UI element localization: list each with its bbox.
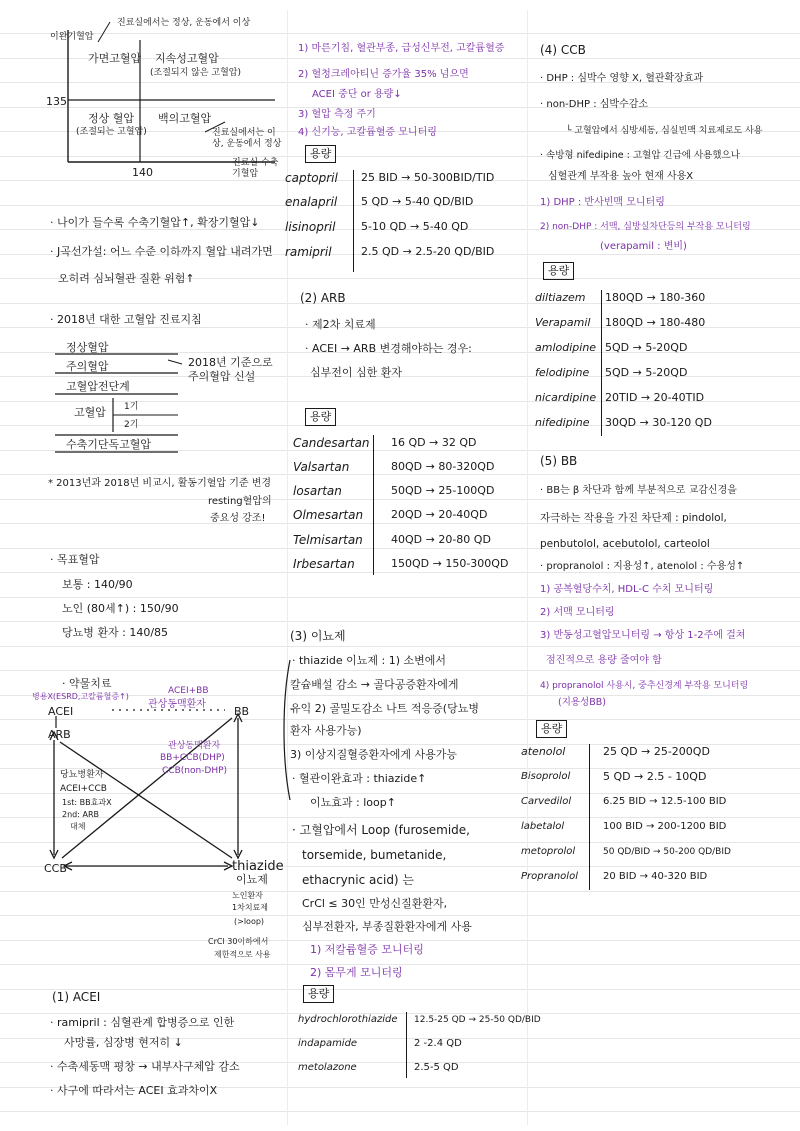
importance-note: 중요성 강조! (210, 513, 266, 524)
drug-dose: 80QD → 80-320QD (391, 460, 495, 473)
bb-monitor-2: 2) 서맥 모니터링 (540, 607, 615, 618)
guideline-change-note: * 2013년과 2018년 비교시, 활동기혈압 기준 변경 (48, 478, 272, 489)
y-axis-label: 이완기혈압 (50, 32, 94, 42)
ccb-node: CCB (44, 862, 67, 875)
bb-monitor-4: 점진적으로 용량 줄여야 함 (546, 655, 662, 666)
drug-name: losartan (293, 484, 342, 498)
bb-node: BB (234, 705, 250, 718)
bb-line-1: · BB는 β 차단과 함께 부분적으로 교감신경을 (540, 485, 737, 496)
bb-line-4: · propranolol : 지용성↑, atenolol : 수용성↑ (540, 561, 745, 572)
drug-dose: 50 QD/BID → 50-200 QD/BID (603, 847, 731, 857)
drug-name: captopril (285, 171, 338, 185)
acei-line-3: · 수축세동맥 평창 → 내부사구체압 감소 (50, 1060, 240, 1073)
arb-dose-header: 용량 (305, 408, 336, 426)
ccb-monitor-2: 2) non-DHP : 서맥, 심방실차단등의 부작용 모니터링 (540, 222, 751, 232)
diuretic-line-1: · thiazide 이뇨제 : 1) 소변에서 (292, 654, 447, 667)
class-prehypertension: 고혈압전단계 (66, 380, 130, 393)
drug-dose: 5QD → 5-20QD (605, 341, 688, 354)
acei-title: (1) ACEI (52, 990, 101, 1004)
acei-monitor-4: 4) 신기능, 고칼륨혈증 모니터링 (298, 127, 437, 138)
drug-name: Carvedilol (521, 796, 572, 807)
drug-name: atenolol (521, 745, 566, 758)
diuretic-monitor-1: 1) 저칼륨혈증 모니터링 (310, 943, 424, 956)
diuretic-label: 이뇨제 (236, 873, 268, 886)
target-bp-title: · 목표혈압 (50, 553, 100, 566)
target-elderly: 노인 (80세↑) : 150/90 (62, 602, 179, 615)
second-line-note: 2nd: ARB (62, 810, 99, 819)
resting-bp-note: resting혈압의 (208, 496, 272, 507)
drug-dose: 5QD → 5-20QD (605, 366, 688, 379)
bb-monitor-1: 1) 공복혈당수치, HDL-C 수치 모니터링 (540, 584, 714, 595)
diuretic-line-7: 이뇨효과 : loop↑ (310, 796, 396, 809)
target-diabetes: 당뇨병 환자 : 140/85 (62, 626, 169, 639)
diuretic-line-12: 심부전환자, 부종질환환자에게 사용 (302, 920, 472, 933)
bb-dose-header: 용량 (536, 720, 567, 738)
diuretic-line-8: · 고혈압에서 Loop (furosemide, (292, 823, 470, 837)
drug-name: indapamide (298, 1038, 358, 1049)
drug-name: lisinopril (285, 220, 336, 234)
first-line-agent: 1차치료제 (232, 903, 269, 912)
drug-dose: 12.5-25 QD → 25-50 QD/BID (414, 1015, 541, 1025)
substitute-note: 대체 (70, 822, 86, 831)
class-normal: 정상혈압 (66, 341, 109, 354)
class-hypertension: 고혈압 (74, 406, 106, 419)
bb-ccb-dhp: BB+CCB(DHP) (160, 753, 225, 763)
ccb-line-1: · DHP : 심박수 영향 X, 혈관확장효과 (540, 73, 704, 84)
drug-name: diltiazem (535, 291, 586, 304)
x-axis-label: 진료실 수축기혈압 (232, 158, 279, 179)
arb-line-2: · ACEI → ARB 변경해야하는 경우: (305, 342, 472, 355)
drug-name: Propranolol (521, 871, 578, 882)
j-curve-note-cont: 오히려 심뇌혈관 질환 위험↑ (58, 272, 195, 285)
acei-monitor-3: 3) 혈압 측정 주기 (298, 109, 376, 120)
bb-monitor-5: 4) propranolol 사용시, 중추신경계 부작용 모니터링 (540, 681, 749, 691)
first-line-note: 1st: BB효과X (62, 798, 112, 807)
acei-line-2: 사망률, 심장병 현저히 ↓ (64, 1036, 183, 1049)
drug-name: ramipril (285, 245, 332, 259)
elderly-patient: 노인환자 (232, 891, 263, 900)
drug-dose: 40QD → 20-80 QD (391, 533, 491, 546)
diuretic-dose-header: 용량 (303, 985, 334, 1003)
drug-dose: 2.5 QD → 2.5-20 QD/BID (361, 245, 495, 258)
bb-monitor-6: (지용성BB) (558, 697, 606, 708)
drug-dose: 2.5-5 QD (414, 1062, 459, 1073)
acei-monitor-1: 1) 마른기침, 혈관부종, 급성신부전, 고칼륨혈증 (298, 43, 505, 54)
drug-dose: 5 QD → 5-40 QD/BID (361, 195, 474, 208)
acei-bb-indication: 관상동맥환자 (148, 699, 206, 710)
caution-bp-note: 2018년 기준으로 주의혈압 신설 (188, 356, 273, 383)
ccb-line-5: 심혈관계 부작용 높아 현재 사용X (548, 171, 694, 182)
acei-line-4: · 사구에 따라서는 ACEI 효과차이X (50, 1084, 218, 1097)
acei-monitor-2: 2) 혈청크레아티닌 증가율 35% 넘으면 (298, 69, 469, 80)
drug-name: Bisoprolol (521, 771, 571, 782)
ccb-dose-header: 용량 (543, 262, 574, 280)
drug-name: hydrochlorothiazide (298, 1014, 398, 1025)
diuretic-line-10: ethacrynic acid) 는 (302, 873, 415, 887)
acei-arb-contraindication: 병용X(ESRD,고칼륨혈증↑) (32, 692, 129, 701)
age-bp-note: · 나이가 들수록 수축기혈압↑, 확장기혈압↓ (50, 216, 260, 229)
drug-dose: 180QD → 180-360 (605, 291, 706, 304)
sustained-hypertension: 지속성고혈압 (155, 52, 219, 65)
acei-dose-header: 용량 (305, 145, 336, 163)
over-loop: (>loop) (234, 917, 265, 926)
drug-name: enalapril (285, 195, 338, 209)
arb-line-3: 심부전이 심한 환자 (310, 366, 403, 379)
diuretic-monitor-2: 2) 몸무게 모니터링 (310, 966, 403, 979)
drug-dose: 100 BID → 200-1200 BID (603, 821, 727, 832)
diuretic-line-9: torsemide, bumetanide, (302, 848, 447, 862)
diuretic-line-3: 유익 2) 골밀도감소 나트 적응증(당뇨병 (290, 702, 479, 715)
drug-name: Valsartan (293, 460, 350, 474)
drug-dose: 6.25 BID → 12.5-100 BID (603, 796, 727, 807)
drug-name: felodipine (535, 366, 590, 379)
table-divider (589, 744, 590, 890)
drug-name: Telmisartan (293, 533, 363, 547)
drug-name: amlodipine (535, 341, 597, 354)
ccb-line-4: · 속방형 nifedipine : 고혈압 긴급에 사용했으나 (540, 150, 740, 161)
acei-node: ACEI (48, 705, 74, 718)
table-divider (601, 290, 602, 436)
drug-dose: 150QD → 150-300QD (391, 557, 509, 570)
acei-ccb: ACEI+CCB (60, 784, 107, 794)
drug-name: labetalol (521, 821, 565, 832)
limited-use-note: 제한적으로 사용 (214, 950, 271, 959)
thiazide-node: thiazide (232, 859, 284, 874)
ccb-title: (4) CCB (540, 43, 586, 57)
drug-dose: 25 BID → 50-300BID/TID (361, 171, 495, 184)
guideline-title: · 2018년 대한 고혈압 진료지침 (50, 313, 202, 326)
diuretic-line-4: 환자 사용가능) (290, 724, 362, 737)
ccb-line-2: · non-DHP : 심박수감소 (540, 99, 649, 110)
drug-dose: 30QD → 30-120 QD (605, 416, 712, 429)
drug-dose: 20QD → 20-40QD (391, 508, 488, 521)
drug-dose: 20TID → 20-40TID (605, 391, 705, 404)
drug-name: Olmesartan (293, 508, 364, 522)
diuretic-line-2: 칼슘배설 감소 → 골다공증환자에게 (290, 678, 459, 691)
bb-line-3: penbutolol, acebutolol, carteolol (540, 538, 710, 550)
masked-hypertension-note: 진료실에서는 정상, 운동에서 이상 (117, 18, 251, 28)
diabetic-patient: 당뇨병환자 (60, 770, 104, 780)
diuretic-line-6: · 혈관이완효과 : thiazide↑ (292, 772, 427, 785)
ccb-monitor-3: (verapamil : 변비) (600, 241, 687, 252)
drug-dose: 5 QD → 2.5 - 10QD (603, 770, 707, 783)
drug-name: metoprolol (521, 846, 576, 857)
drug-name: Irbesartan (293, 557, 355, 571)
crcl-note: CrCl 30이하에서 (208, 937, 269, 946)
acei-monitor-2b: ACEI 중단 or 용량↓ (312, 89, 402, 100)
drug-name: Candesartan (293, 436, 370, 450)
drug-dose: 5-10 QD → 5-40 QD (361, 220, 469, 233)
stage-2: 2기 (124, 420, 139, 430)
drug-name: nifedipine (535, 416, 590, 429)
y-tick: 135 (46, 95, 67, 108)
drug-dose: 50QD → 25-100QD (391, 484, 495, 497)
acei-bb-combo: ACEI+BB (168, 686, 209, 696)
x-tick: 140 (132, 166, 153, 179)
diuretic-line-11: CrCl ≤ 30인 만성신질환환자, (302, 897, 448, 910)
arb-line-1: · 제2차 치료제 (305, 318, 376, 331)
ccb-line-3: └ 고혈압에서 심방세동, 심실빈맥 치료제로도 사용 (566, 126, 763, 136)
diuretic-line-5: 3) 이상지질혈증환자에게 사용가능 (290, 748, 458, 761)
normal-bp: 정상 혈압 (88, 112, 135, 125)
stage-1: 1기 (124, 402, 139, 412)
drug-name: nicardipine (535, 391, 597, 404)
class-caution: 주의혈압 (66, 360, 109, 373)
target-general: 보통 : 140/90 (62, 578, 133, 591)
table-divider (406, 1012, 407, 1078)
drug-name: metolazone (298, 1062, 357, 1073)
bb-title: (5) BB (540, 454, 578, 468)
diuretic-title: (3) 이뇨제 (290, 629, 346, 643)
center-indication: 관상동맥환자 (168, 741, 221, 751)
drug-dose: 2 -2.4 QD (414, 1038, 462, 1049)
ccb-monitor-1: 1) DHP : 반사빈맥 모니터링 (540, 197, 665, 208)
class-isolated-systolic: 수축기단독고혈압 (66, 438, 152, 451)
j-curve-note: · J곡선가설: 어느 수준 이하까지 혈압 내려가면 (50, 245, 273, 258)
bb-line-2: 자극하는 작용을 가진 차단제 : pindolol, (540, 512, 727, 524)
white-coat-hypertension: 백의고혈압 (158, 112, 212, 125)
bb-monitor-3: 3) 반동성고혈압모니터링 → 항상 1-2주에 걸쳐 (540, 630, 746, 641)
drug-dose: 16 QD → 32 QD (391, 436, 477, 449)
uncontrolled-hypertension: (조절되지 않은 고혈압) (150, 68, 241, 78)
ccb-non-dhp: CCB(non-DHP) (162, 766, 228, 776)
arb-node: ARB (48, 728, 71, 741)
drug-dose: 180QD → 180-480 (605, 316, 706, 329)
drug-dose: 20 BID → 40-320 BID (603, 871, 708, 882)
drug-therapy-title: · 약물치료 (62, 677, 112, 690)
arb-title: (2) ARB (300, 291, 346, 305)
drug-name: Verapamil (535, 316, 591, 329)
masked-hypertension: 가면고혈압 (88, 52, 142, 65)
drug-dose: 25 QD → 25-200QD (603, 745, 710, 758)
acei-line-1: · ramipril : 심혈관계 합병증으로 인한 (50, 1016, 235, 1029)
controlled-hypertension: (조절되는 고혈압) (76, 127, 147, 137)
white-coat-note: 진료실에서는 이상, 운동에서 정상 (212, 128, 282, 149)
